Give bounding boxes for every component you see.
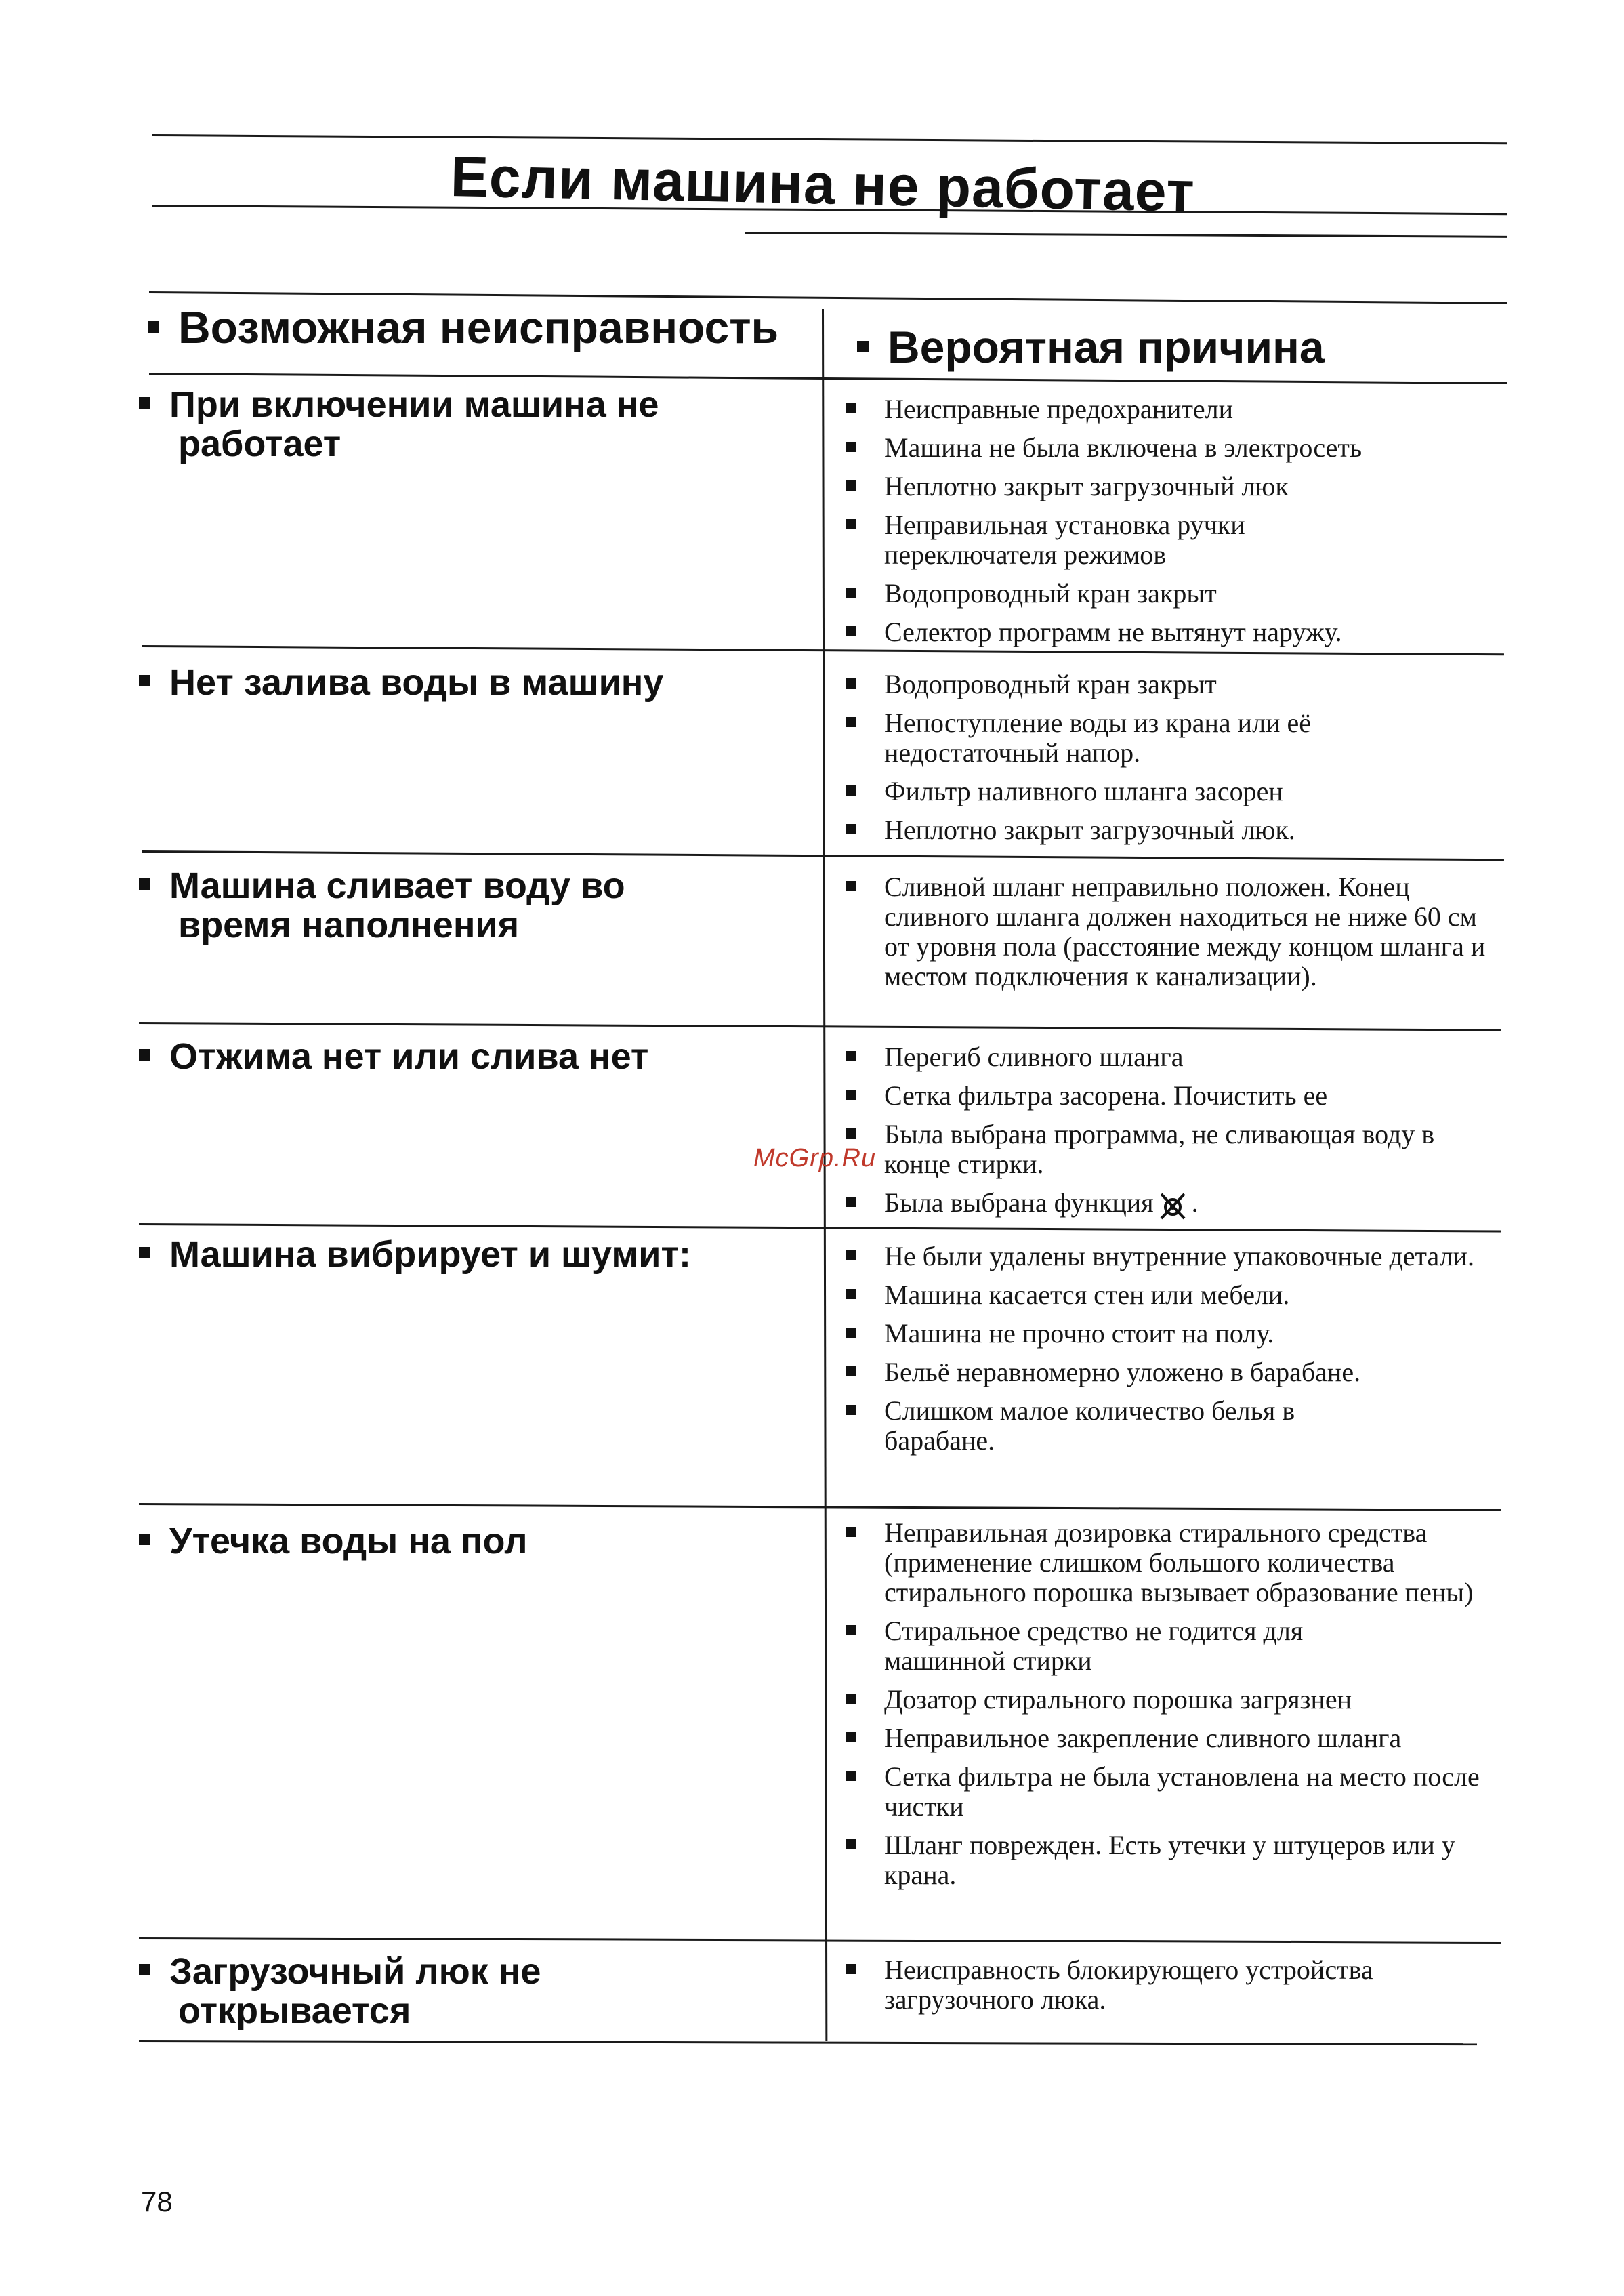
cause-item: Не были удалены внутренние упаковочные детали. — [844, 1242, 1480, 1271]
square-bullet-icon — [846, 1250, 856, 1260]
cause-item: Неправильная установка ручки переключателя режимов — [844, 510, 1318, 570]
square-bullet-icon — [846, 881, 856, 891]
fault-row-2: Нет залива воды в машину — [139, 663, 789, 702]
causes-list-5 — [844, 1242, 1480, 1464]
column-header-cause: Вероятная причина — [857, 320, 1325, 374]
cause-item: Бельё неравномерно уложено в барабане. — [844, 1357, 1480, 1387]
square-bullet-icon — [139, 1534, 150, 1545]
square-bullet-icon — [846, 588, 856, 598]
fault-row-7: Загрузочный люк не открывается — [139, 1952, 694, 2030]
row-separator-6 — [139, 1937, 1501, 1944]
square-bullet-icon — [846, 717, 856, 727]
square-bullet-icon — [846, 1051, 856, 1061]
cause-item: Сетка фильтра не была установлена на место после чистки — [844, 1762, 1494, 1822]
cause-item: Была выбрана программа, не сливающая воду в конце стирки. — [844, 1120, 1480, 1179]
cause-item: Перегиб сливного шланга — [844, 1042, 1474, 1072]
square-bullet-icon — [846, 519, 856, 529]
square-bullet-icon — [846, 1964, 856, 1974]
square-bullet-icon — [139, 1049, 150, 1061]
square-bullet-icon — [139, 397, 150, 409]
square-bullet-icon — [846, 1527, 856, 1537]
cause-item: Была выбрана функция . — [844, 1188, 1474, 1221]
cause-item: Машина не прочно стоит на полу. — [844, 1319, 1480, 1349]
square-bullet-icon — [846, 1839, 856, 1849]
fault-row-4: Отжима нет или слива нет — [139, 1037, 789, 1076]
cause-item: Неисправность блокирующего устройства загрузочного люка. — [844, 1955, 1507, 2015]
square-bullet-icon — [846, 1625, 856, 1635]
column-header-fault: Возможная неисправность — [148, 300, 778, 354]
square-bullet-icon — [846, 442, 856, 452]
row-separator-3 — [139, 1022, 1501, 1031]
square-bullet-icon — [846, 1289, 856, 1299]
square-bullet-icon — [846, 1090, 856, 1100]
causes-list-7 — [844, 1955, 1494, 2024]
fault-row-5: Машина вибрирует и шумит: — [139, 1235, 789, 1274]
title-underline-rule — [745, 232, 1507, 238]
cause-item: Слишком малое количество белья в барабане. — [844, 1396, 1399, 1456]
cause-item: Сливной шланг неправильно положен. Конец сливного шланга должен находиться не ниже 60 см от уровня пола (расстояние между концом шланга и местом подключения к канализации). — [844, 872, 1501, 991]
causes-list-2 — [844, 670, 1426, 854]
watermark: McGrp.Ru — [753, 1144, 877, 1172]
square-bullet-icon — [846, 1771, 856, 1781]
cause-item: Дозатор стирального порошка загрязнен — [844, 1685, 1494, 1715]
fault-row-6: Утечка воды на пол — [139, 1521, 789, 1561]
square-bullet-icon — [846, 626, 856, 636]
causes-list-3 — [844, 872, 1501, 1000]
square-bullet-icon — [846, 1328, 856, 1338]
square-bullet-icon — [846, 1732, 856, 1742]
cause-item: Фильтр наливного шланга засорен — [844, 777, 1426, 806]
causes-list-1 — [844, 394, 1453, 656]
square-bullet-icon — [139, 878, 150, 890]
causes-list-4 — [844, 1042, 1474, 1229]
square-bullet-icon — [846, 678, 856, 689]
square-bullet-icon — [846, 824, 856, 834]
square-bullet-icon — [846, 1694, 856, 1704]
no-spin-function-icon — [1158, 1191, 1188, 1221]
square-bullet-icon — [148, 321, 159, 333]
square-bullet-icon — [846, 1197, 856, 1207]
cause-item: Неплотно закрыт загрузочный люк. — [844, 815, 1426, 845]
cause-item: Машина не была включена в электросеть — [844, 433, 1453, 463]
square-bullet-icon — [846, 480, 856, 491]
cause-item: Неисправные предохранители — [844, 394, 1453, 424]
square-bullet-icon — [139, 675, 150, 686]
row-separator-5 — [139, 1503, 1501, 1511]
square-bullet-icon — [846, 785, 856, 796]
cause-item: Стиральное средство не годится для машинной стирки — [844, 1616, 1399, 1676]
square-bullet-icon — [139, 1964, 150, 1975]
square-bullet-icon — [846, 1366, 856, 1376]
square-bullet-icon — [857, 341, 869, 352]
cause-item: Шланг поврежден. Есть утечки у штуцеров или у крана. — [844, 1830, 1494, 1890]
cause-item: Неправильное закрепление сливного шланга — [844, 1723, 1494, 1753]
page-title: Если машина не работает — [450, 144, 1196, 224]
cause-item: Машина касается стен или мебели. — [844, 1280, 1480, 1310]
cause-item: Непоступление воды из крана или её недостаточный напор. — [844, 708, 1426, 768]
cause-item: Неплотно закрыт загрузочный люк — [844, 472, 1453, 501]
square-bullet-icon — [846, 1128, 856, 1139]
cause-item: Водопроводный кран закрыт — [844, 670, 1426, 699]
cause-item: Селектор программ не вытянут наружу. — [844, 617, 1453, 647]
title-top-rule — [152, 134, 1507, 144]
fault-row-1: При включении машина не работает — [139, 385, 749, 464]
page-number: 78 — [141, 2186, 173, 2217]
cause-item: Водопроводный кран закрыт — [844, 579, 1453, 609]
square-bullet-icon — [139, 1247, 150, 1258]
square-bullet-icon — [846, 1405, 856, 1415]
square-bullet-icon — [846, 403, 856, 413]
cause-item: Сетка фильтра засорена. Почистить ее — [844, 1081, 1474, 1111]
table-bottom-rule — [139, 2040, 1477, 2045]
column-divider — [822, 309, 827, 2041]
header-bottom-rule — [149, 373, 1507, 384]
cause-item: Неправильная дозировка стирального средства (применение слишком большого количества стирального порошка вызывает образование пены) — [844, 1518, 1494, 1607]
fault-row-3: Машина сливает воду во время наполнения — [139, 866, 722, 945]
causes-list-6 — [844, 1518, 1494, 1899]
